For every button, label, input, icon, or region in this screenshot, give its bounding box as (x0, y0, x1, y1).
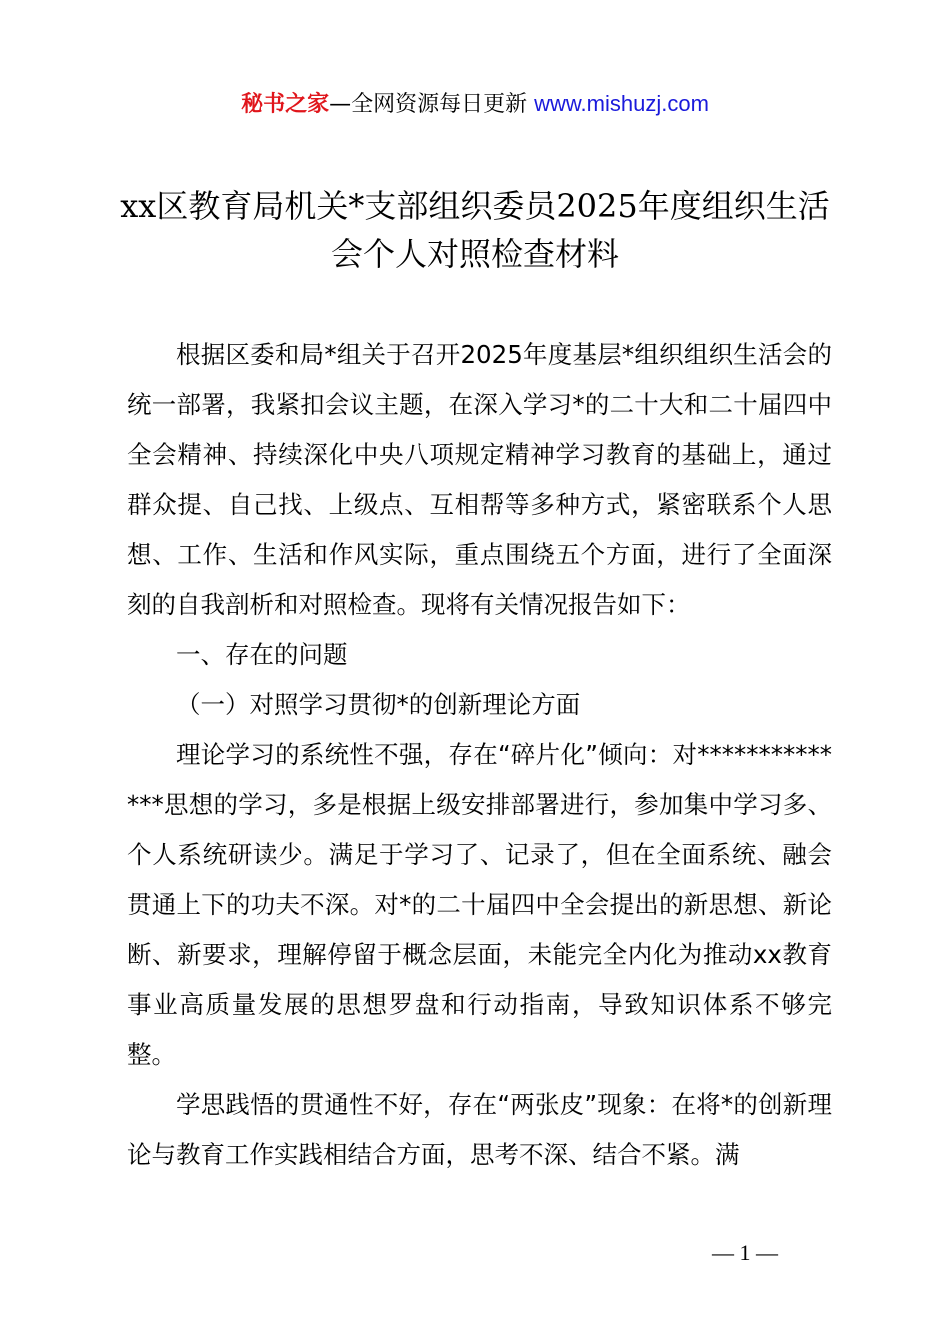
page-number: — 1 — (712, 1240, 778, 1265)
subsection-heading: （一）对照学习贯彻*的创新理论方面 (176, 690, 581, 719)
site-url-link[interactable]: www.mishuzj.com (534, 91, 709, 116)
site-brand: 秘书之家 (241, 92, 330, 117)
site-header (0, 88, 950, 121)
body-paragraph: 学思践悟的贯通性不好，存在“两张皮”现象：在将*的创新理论与教育工作实践相结合方面，思考不深、结合不紧。满 (127, 1090, 832, 1169)
document-title: xx区教育局机关*支部组织委员2025年度组织生活会个人对照检查材料 (120, 187, 830, 273)
body-paragraph: 理论学习的系统性不强，存在“碎片化”倾向：对**************思想的学习，多是根据上级安排部署进行，参加集中学习多、个人系统研读少。满足于学习了、记录了，但在全面系统、融会贯通上下的功夫不深。对*的二十届四中全会提出的新思想、新论断、新要求，理解停留于概念层面，未能完全内化为推动xx教育事业高质量发展的思想罗盘和行动指南，导致知识体系不够完整。 (127, 740, 832, 1069)
document-body (127, 330, 832, 1180)
section-heading: 一、存在的问题 (176, 640, 348, 669)
site-tagline: —全网资源每日更新 (329, 92, 535, 117)
intro-paragraph: 根据区委和局*组关于召开2025年度基层*组织组织生活会的统一部署，我紧扣会议主题，在深入学习*的二十大和二十届四中全会精神、持续深化中央八项规定精神学习教育的基础上，通过群众提、自己找、上级点、互相帮等多种方式，紧密联系个人思想、工作、生活和作风实际，重点围绕五个方面，进行了全面深刻的自我剖析和对照检查。现将有关情况报告如下： (127, 340, 832, 619)
